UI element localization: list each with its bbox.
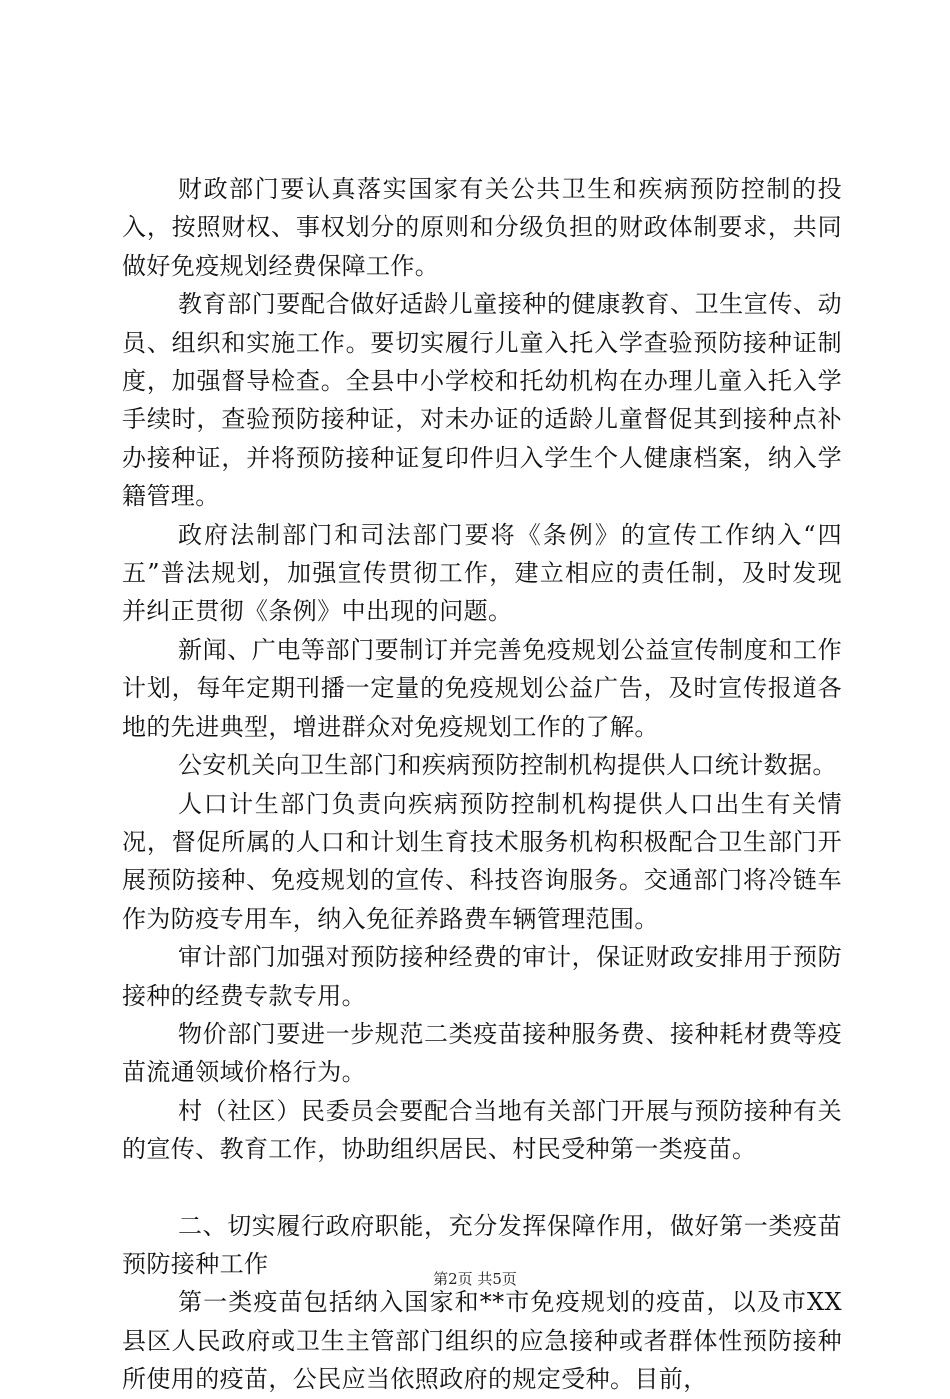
paragraph-finance: 财政部门要认真落实国家有关公共卫生和疾病预防控制的投入，按照财权、事权划分的原则和分级负担的财政体制要求，共同做好免疫规划经费保障工作。 [122, 175, 842, 280]
paragraph-police: 公安机关向卫生部门和疾病预防控制机构提供人口统计数据。 [178, 751, 837, 780]
paragraph-first-class-vaccine: 第一类疫苗包括纳入国家和**市免疫规划的疫苗，以及市XX县区人民政府或卫生主管部门组织的应急接种或者群体性预防接种所使用的疫苗，公民应当依照政府的规定受种。目前， [122, 1288, 842, 1394]
paragraph-media: 新闻、广电等部门要制订并完善免疫规划公益宣传制度和工作计划，每年定期刊播一定量的免疫规划公益广告，及时宣传报道各地的先进典型，增进群众对免疫规划工作的了解。 [122, 635, 842, 741]
paragraph-community: 村（社区）民委员会要配合当地有关部门开展与预防接种有关的宣传、教育工作，协助组织居民、村民受种第一类疫苗。 [122, 1096, 842, 1164]
paragraph-pricing: 物价部门要进一步规范二类疫苗接种服务费、接种耗材费等疫苗流通领域价格行为。 [122, 1019, 842, 1087]
paragraph-education: 教育部门要配合做好适龄儿童接种的健康教育、卫生宣传、动员、组织和实施工作。要切实履行儿童入托入学查验预防接种证制度，加强督导检查。全县中小学校和托幼机构在办理儿童入托入学手续时，查验预防接种证，对未办证的适龄儿童督促其到接种点补办接种证，并将预防接种证复印件归入学生个人健康档案，纳入学籍管理。 [122, 290, 842, 511]
paragraph-audit: 审计部门加强对预防接种经费的审计，保证财政安排用于预防接种的经费专款专用。 [122, 943, 842, 1010]
document-body [122, 170, 842, 1399]
section-heading: 二、切实履行政府职能，充分发挥保障作用，做好第一类疫苗预防接种工作 [122, 1211, 842, 1278]
paragraph-population: 人口计生部门负责向疾病预防控制机构提供人口出生有关情况，督促所属的人口和计划生育技术服务机构积极配合卫生部门开展预防接种、免疫规划的宣传、科技咨询服务。交通部门将冷链车作为防疫专用车，纳入免征养路费车辆管理范围。 [122, 789, 842, 933]
section-spacer [122, 1169, 842, 1207]
page-number-footer: 第2页 共5页 [433, 1270, 517, 1288]
paragraph-legal: 政府法制部门和司法部门要将《条例》的宣传工作纳入“四五”普法规划，加强宣传贯彻工作，建立相应的责任制，及时发现并纠正贯彻《条例》中出现的问题。 [122, 520, 842, 626]
